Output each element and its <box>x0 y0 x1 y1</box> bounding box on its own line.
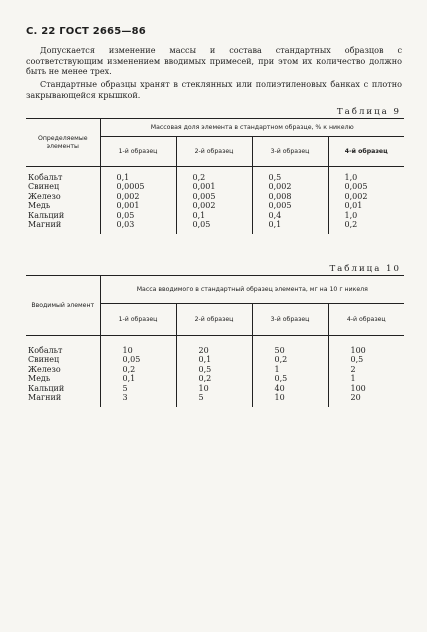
table-row: Свинец 0,0005 0,001 0,002 0,005 <box>28 182 368 191</box>
table-9-caption: Таблица 9 <box>336 107 401 117</box>
table-row: Магний 3 5 10 20 <box>28 393 361 402</box>
table-10-col-4: 4-й образец <box>328 304 404 336</box>
table-9-row-header: Определяемые элементы <box>26 119 100 167</box>
table-10-caption: Таблица 10 <box>329 264 401 274</box>
paragraph-1: Допускается изменение массы и состава стандартных образцов с соответствующим изменением вводимых примесей, при этом их количество должно быть не менее трех. <box>26 45 402 77</box>
table-row: Магний 0,03 0,05 0,1 0,2 <box>28 220 358 229</box>
table-row: Кобальт 10 20 50 100 <box>28 345 366 355</box>
table-9-col-4: 4-й образец <box>328 137 404 167</box>
table-row: Медь 0,001 0,002 0,005 0,01 <box>28 201 363 210</box>
table-9-col-2: 2-й образец <box>176 137 252 167</box>
table-10-col-1: 1-й образец <box>100 304 176 336</box>
table-row: Железо 0,2 0,5 1 2 <box>28 364 356 374</box>
table-10-group-header: Масса вводимого в стандартный образец элемента, мг на 10 г никеля <box>100 276 404 304</box>
table-10 <box>26 275 404 407</box>
table-10-col-3: 3-й образец <box>252 304 328 336</box>
table-10-row-header: Вводимый элемент <box>26 276 100 336</box>
table-row: Свинец 0,05 0,1 0,2 0,5 <box>28 355 364 364</box>
page-header: С. 22 ГОСТ 2665—86 <box>26 26 146 37</box>
paragraph-2: Стандартные образцы хранят в стеклянных или полиэтиленовых банках с плотно закрывающейся крышкой. <box>26 79 402 100</box>
table-9-col-3: 3-й образец <box>252 137 328 167</box>
table-row: Кобальт 0,1 0,2 0,5 1,0 <box>28 172 358 182</box>
table-row: Кальций 0,05 0,1 0,4 1,0 <box>28 210 358 220</box>
table-9-col-1: 1-й образец <box>100 137 176 167</box>
table-row: Железо 0,002 0,005 0,008 0,002 <box>28 191 368 201</box>
table-row: Кальций 5 10 40 100 <box>28 383 366 393</box>
table-9-group-header: Массовая доля элемента в стандартном образце, % к никелю <box>100 119 404 137</box>
table-10-col-2: 2-й образец <box>176 304 252 336</box>
table-9 <box>26 118 404 234</box>
table-row: Медь 0,1 0,2 0,5 1 <box>28 374 356 383</box>
